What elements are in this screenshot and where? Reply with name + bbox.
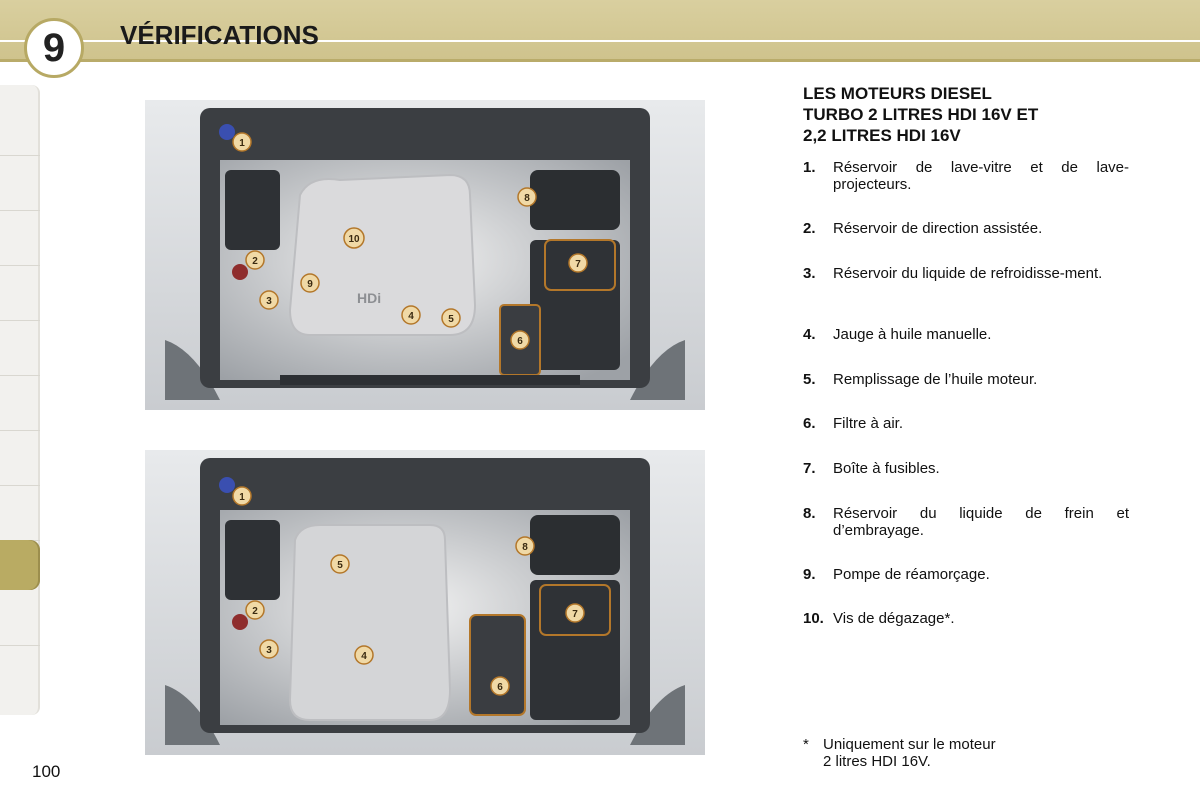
svg-text:1: 1 xyxy=(239,492,245,503)
tab-divider xyxy=(0,265,40,266)
callout-3 xyxy=(260,291,278,309)
list-item: 7. Boîte à fusibles. xyxy=(803,460,940,477)
engine-illustration xyxy=(145,100,705,410)
footnote-text: Uniquement sur le moteur 2 litres HDI 16V. xyxy=(823,736,996,770)
callout-5 xyxy=(442,309,460,327)
svg-text:5: 5 xyxy=(337,560,343,571)
svg-text:8: 8 xyxy=(524,193,530,204)
callout-6 xyxy=(511,331,529,349)
list-item: 6. Filtre à air. xyxy=(803,415,904,432)
svg-text:6: 6 xyxy=(497,682,503,693)
callout-6 xyxy=(491,677,509,695)
callout-8 xyxy=(518,188,536,206)
svg-text:8: 8 xyxy=(522,542,528,553)
svg-text:2: 2 xyxy=(252,256,258,267)
footnote xyxy=(803,736,1103,770)
chapter-number: 9 xyxy=(24,18,84,78)
svg-text:6: 6 xyxy=(517,336,523,347)
callout-7 xyxy=(566,604,584,622)
section-title-line: 2,2 LITRES HDI 16V xyxy=(803,126,961,145)
svg-text:4: 4 xyxy=(408,311,414,322)
callout-9 xyxy=(301,274,319,292)
engine-diagram-bottom xyxy=(145,450,705,755)
page-number: 100 xyxy=(32,762,61,781)
list-item: 3. Réservoir du liquide de refroidisse-ment. xyxy=(803,265,1103,282)
callout-4 xyxy=(402,306,420,324)
callout-7 xyxy=(569,254,587,272)
svg-text:1: 1 xyxy=(239,138,245,149)
section-title-line: LES MOTEURS DIESEL xyxy=(803,84,992,103)
section-title-line: TURBO 2 LITRES HDI 16V ET xyxy=(803,105,1039,124)
tab-divider xyxy=(0,485,40,486)
callout-3 xyxy=(260,640,278,658)
svg-text:10: 10 xyxy=(348,234,360,245)
svg-text:3: 3 xyxy=(266,645,272,656)
callout-2 xyxy=(246,601,264,619)
svg-text:5: 5 xyxy=(448,314,454,325)
engine-illustration xyxy=(145,450,705,755)
chapter-tab-active[interactable] xyxy=(0,540,40,590)
callout-4 xyxy=(355,646,373,664)
list-item: 9. Pompe de réamorçage. xyxy=(803,566,990,583)
chapter-tab-rail xyxy=(0,85,40,715)
svg-text:7: 7 xyxy=(575,259,581,270)
tab-divider xyxy=(0,155,40,156)
callout-10 xyxy=(344,228,364,248)
list-item: 1. Réservoir de lave-vitre et de lave-projecteurs. xyxy=(803,159,1129,193)
engine-diagram-top xyxy=(145,100,705,410)
callout-5 xyxy=(331,555,349,573)
tab-divider xyxy=(0,375,40,376)
svg-text:3: 3 xyxy=(266,296,272,307)
chapter-title: VÉRIFICATIONS xyxy=(120,20,319,50)
tab-divider xyxy=(0,210,40,211)
callout-1 xyxy=(233,487,251,505)
svg-text:7: 7 xyxy=(572,609,578,620)
engine-cover-logo: HDi xyxy=(357,290,382,306)
svg-text:4: 4 xyxy=(361,651,367,662)
list-item: 4. Jauge à huile manuelle. xyxy=(803,326,992,343)
list-item: 10. Vis de dégazage*. xyxy=(803,610,955,627)
list-item: 2. Réservoir de direction assistée. xyxy=(803,220,1043,237)
tab-divider xyxy=(0,645,40,646)
callout-8 xyxy=(516,537,534,555)
list-item: 5. Remplissage de l’huile moteur. xyxy=(803,371,1038,388)
list-item: 8. Réservoir du liquide de frein et d’embrayage. xyxy=(803,505,1129,539)
callout-2 xyxy=(246,251,264,269)
section-title xyxy=(803,83,1133,146)
tab-divider xyxy=(0,320,40,321)
footnote-marker: * xyxy=(803,736,809,753)
tab-divider xyxy=(0,430,40,431)
callout-1 xyxy=(233,133,251,151)
svg-text:9: 9 xyxy=(307,279,313,290)
svg-text:2: 2 xyxy=(252,606,258,617)
